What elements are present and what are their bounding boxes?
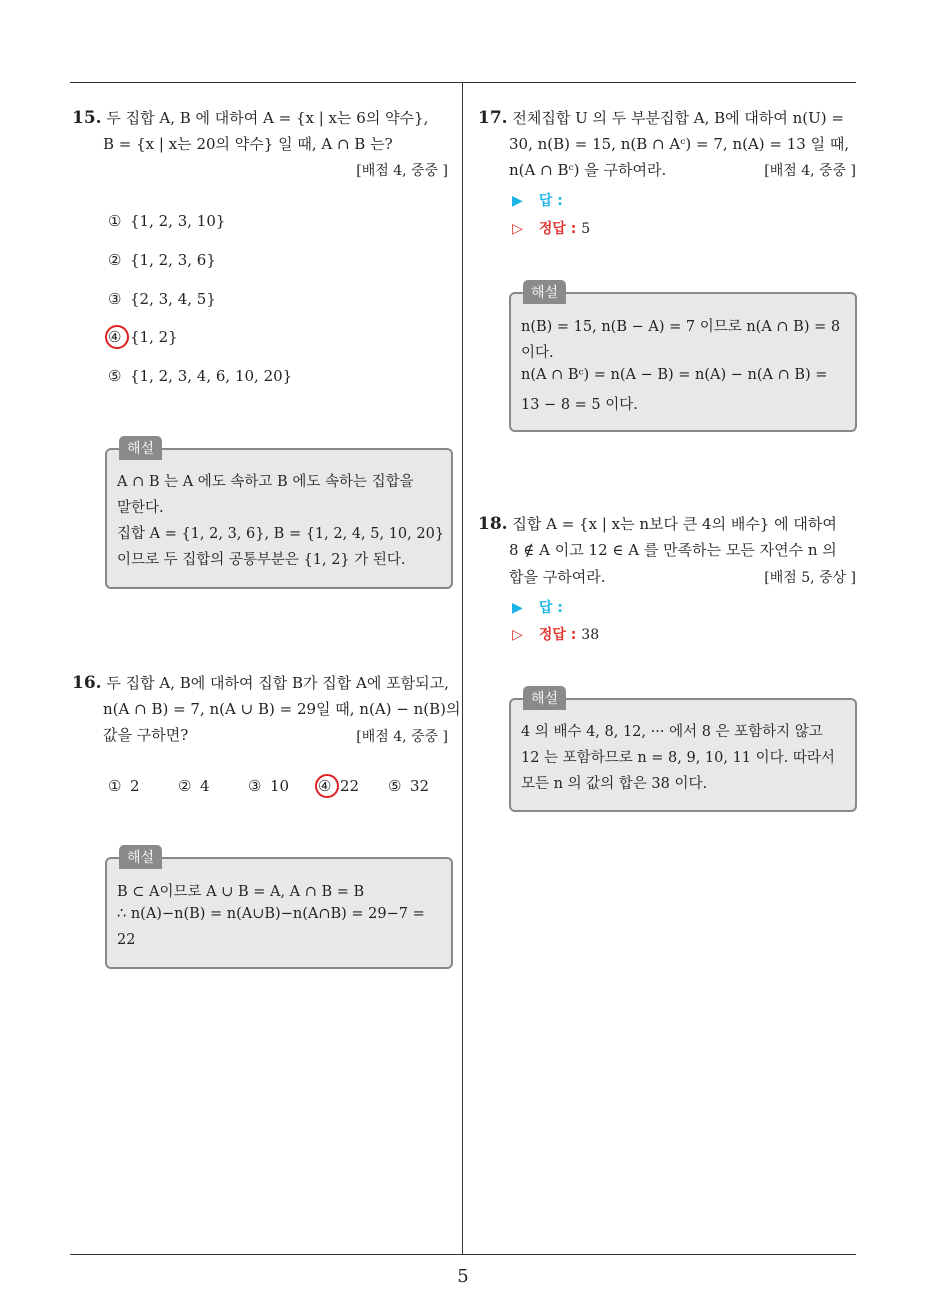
choice-4[interactable]: ④ 22 [318,777,360,795]
solution-line: 4 의 배수 4, 8, 12, ··· 에서 8 은 포함하지 않고 [521,724,823,740]
choice-1[interactable]: ① {1, 2, 3, 10} [108,212,226,230]
solution-line: 집합 A = {1, 2, 3, 6}, B = {1, 2, 4, 5, 10, 20} [117,526,445,542]
answer-input-row[interactable] [512,597,563,617]
correct-answer-label: 정답 : [538,627,577,643]
question-text: B = {x | x는 20의 약수} 일 때, A ∩ B 는? [103,135,393,153]
question-text: 두 집합 A, B에 대하여 집합 B가 집합 A에 포함되고, [106,674,449,692]
answer-label: 답 : [538,193,563,209]
solution-line: n(B) = 15, n(B − A) = 7 이므로 n(A ∩ B) = 8 [521,319,841,335]
choice-4[interactable]: ④ {1, 2} [108,328,178,346]
question-text: 8 ∉ A 이고 12 ∈ A 를 만족하는 모든 자연수 n 의 [509,541,837,559]
top-rule [70,82,856,83]
solution-line: 12 는 포함하므로 n = 8, 9, 10, 11 이다. 따라서 [521,750,835,766]
outline-triangle-icon: ▷ [512,221,523,237]
question-text: 전체집합 U 의 두 부분집합 A, B에 대하여 n(U) = [512,109,844,127]
question-text: n(A ∩ B) = 7, n(A ∪ B) = 29일 때, n(A) − n(B)의 [103,700,461,718]
choice-3[interactable]: ③ {2, 3, 4, 5} [108,290,216,308]
correct-answer-label: 정답 : [538,221,577,237]
answer-label: 답 : [538,600,563,616]
question-number: 18. [478,514,508,534]
choice-3[interactable]: ③ 10 [248,777,290,795]
answer-input-row[interactable] [512,190,563,210]
question-text: 합을 구하여라. [509,568,606,586]
solution-line: 말한다. [117,500,164,516]
score-label: [배점 5, 중상 ] [764,570,856,586]
question-text: n(A ∩ Bᶜ) 을 구하여라. [509,161,667,179]
question-text: 30, n(B) = 15, n(B ∩ Aᶜ) = 7, n(A) = 13 일 때, [509,135,850,153]
solution-line: B ⊂ A이므로 A ∪ B = A, A ∩ B = B [117,884,365,900]
solution-tab: 해설 [119,436,162,460]
solution-line: n(A ∩ Bᶜ) = n(A − B) = n(A) − n(A ∩ B) = [521,367,828,383]
choice-5[interactable]: ⑤ {1, 2, 3, 4, 6, 10, 20} [108,367,293,385]
solution-line: 22 [117,932,136,948]
solution-line: 모든 n 의 값의 합은 38 이다. [521,776,708,792]
choice-2[interactable]: ② 4 [178,777,210,795]
answer-circle-mark [315,774,339,798]
page-number: 5 [457,1266,469,1287]
column-divider [462,83,463,1255]
solution-line: A ∩ B 는 A 에도 속하고 B 에도 속하는 집합을 [117,474,414,490]
question-text: 집합 A = {x | x는 n보다 큰 4의 배수} 에 대하여 [512,515,837,533]
correct-answer-value: 38 [581,627,600,643]
solution-tab: 해설 [523,280,566,304]
answer-circle-mark [105,325,129,349]
play-triangle-icon: ▶ [512,193,523,209]
question-text: 값을 구하면? [103,726,189,744]
bottom-rule [70,1254,856,1255]
correct-answer-value: 5 [581,221,591,237]
solution-line: 이므로 두 집합의 공통부분은 {1, 2} 가 된다. [117,552,406,568]
score-label: [배점 4, 중중 ] [356,163,448,179]
play-triangle-icon: ▶ [512,600,523,616]
question-number: 16. [72,673,102,693]
correct-answer-row [512,218,590,238]
question-text: 두 집합 A, B 에 대하여 A = {x | x는 6의 약수}, [106,109,429,127]
question-number: 15. [72,108,102,128]
outline-triangle-icon: ▷ [512,627,523,643]
choice-5[interactable]: ⑤ 32 [388,777,430,795]
solution-line: 13 − 8 = 5 이다. [521,397,638,413]
choice-1[interactable]: ① 2 [108,777,140,795]
solution-tab: 해설 [523,686,566,710]
score-label: [배점 4, 중중 ] [764,163,856,179]
correct-answer-row [512,624,599,644]
solution-tab: 해설 [119,845,162,869]
choice-2[interactable]: ② {1, 2, 3, 6} [108,251,216,269]
solution-line: ∴ n(A)−n(B) = n(A∪B)−n(A∩B) = 29−7 = [117,906,425,922]
solution-line: 이다. [521,345,554,361]
question-number: 17. [478,108,508,128]
score-label: [배점 4, 중중 ] [356,729,448,745]
